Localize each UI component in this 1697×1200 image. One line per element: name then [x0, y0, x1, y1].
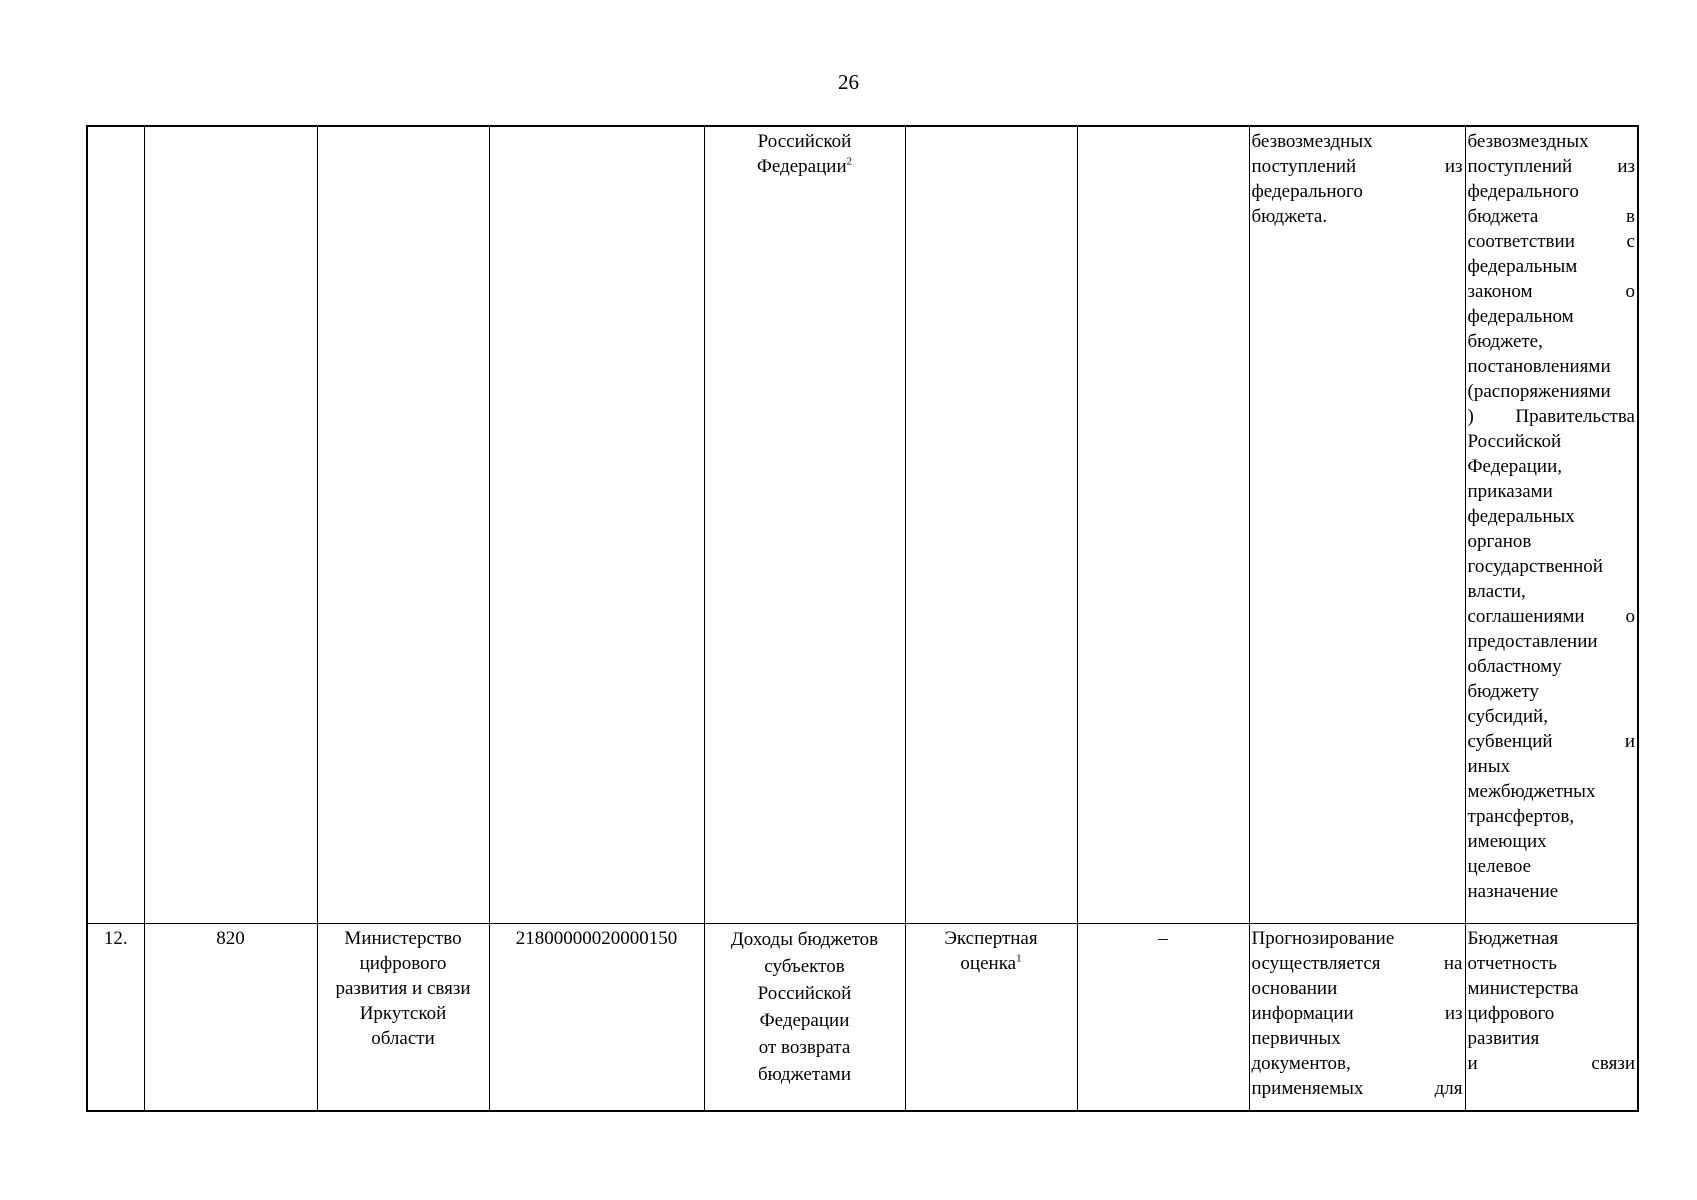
text-line: оценка$^1$ [960, 952, 1022, 974]
text-line: имеющих [1467, 831, 1547, 852]
cell-formula: – [1077, 924, 1249, 1112]
text-line: Федерации$^2$ [756, 155, 853, 177]
text-line: и связи [1467, 1053, 1635, 1074]
text-line: субъектов [764, 956, 845, 977]
text-line: федеральном [1467, 306, 1574, 327]
cell-method [905, 126, 1077, 924]
text-line: государственной [1467, 556, 1603, 577]
cell-kbk [489, 126, 704, 924]
text-line: основании [1251, 978, 1338, 999]
text-line: соглашениями о [1467, 606, 1635, 627]
text-line: бюджета. [1251, 206, 1328, 227]
cell-method [905, 924, 1077, 1112]
text-line: Бюджетная [1467, 928, 1559, 949]
text-line: поступлений из [1251, 156, 1463, 177]
text-line: предоставлении [1467, 631, 1598, 652]
text-line: развития и связи [335, 978, 471, 999]
text-line: целевое [1467, 856, 1532, 877]
cell-admin-code: 820 [144, 924, 317, 1112]
text-line: бюджета в [1467, 206, 1635, 227]
text-line: соответствии с [1467, 231, 1635, 252]
cell-income-name [704, 126, 905, 924]
text-line: цифрового [1467, 1003, 1555, 1024]
lines [707, 926, 903, 1088]
text-line: назначение [1467, 881, 1559, 902]
cell-algorithm [1249, 924, 1465, 1112]
table-row [87, 126, 1638, 924]
text-line: Министерство [344, 928, 462, 949]
cell-administrator [317, 924, 489, 1112]
text-line: субвенций и [1467, 731, 1635, 752]
text-line: федерального [1467, 181, 1579, 202]
page-number: 26 [838, 70, 859, 94]
cell-algorithm [1249, 126, 1465, 924]
cell-admin-code [144, 126, 317, 924]
cell-source [1465, 924, 1638, 1112]
text-line: федеральным [1467, 256, 1578, 277]
text-line: отчетность [1467, 953, 1557, 974]
text-line: поступлений из [1467, 156, 1635, 177]
income-forecast-table [86, 125, 1639, 1112]
text-line: цифрового [359, 953, 447, 974]
text-line: области [371, 1028, 435, 1049]
text-line: ) Правительства [1467, 406, 1635, 427]
text-line: органов [1467, 531, 1532, 552]
text-line: документов, [1251, 1053, 1351, 1074]
cell-kbk: 21800000020000150 [489, 924, 704, 1112]
cell-administrator [317, 126, 489, 924]
text-line: первичных [1251, 1028, 1341, 1049]
text-line: развития [1467, 1028, 1540, 1049]
cell-source [1465, 126, 1638, 924]
text-line: применяемых для [1251, 1078, 1463, 1099]
text-line: Иркутской [359, 1003, 447, 1024]
text-line: иных [1467, 756, 1511, 777]
text-line: Федерации [759, 1010, 850, 1031]
jlines [1468, 926, 1636, 1076]
cell-income-name [704, 924, 905, 1112]
text-line: областному [1467, 656, 1562, 677]
text-line: Российской [757, 131, 852, 152]
jlines [1252, 926, 1463, 1101]
text-line: безвозмездных [1251, 131, 1373, 152]
text-line: Прогнозирование [1251, 928, 1395, 949]
text-line: безвозмездных [1467, 131, 1589, 152]
text-line: от возврата [758, 1037, 851, 1058]
footnote-marker: 1 [1016, 952, 1022, 965]
text-line: постановлениями [1467, 356, 1611, 377]
text-line: трансфертов, [1467, 806, 1575, 827]
text-line: Федерации, [1467, 456, 1562, 477]
text-line: Российской [757, 983, 852, 1004]
table-row [87, 924, 1638, 1112]
text-line: приказами [1467, 481, 1553, 502]
cell-number: 12. [87, 924, 144, 1112]
text-line: осуществляется на [1251, 953, 1463, 974]
text-line: бюджете, [1467, 331, 1543, 352]
lines [320, 926, 487, 1051]
text-line: (распоряжениями [1467, 381, 1611, 402]
text-line: Экспертная [944, 928, 1038, 949]
text-line: Российской [1467, 431, 1562, 452]
jlines [1468, 129, 1636, 904]
text-line: министерства [1467, 978, 1579, 999]
jlines [1252, 129, 1463, 229]
text-line: федерального [1251, 181, 1363, 202]
text-line: бюджетами [757, 1064, 852, 1085]
lines [908, 926, 1075, 976]
text-line: Доходы бюджетов [730, 929, 879, 950]
text-line: законом о [1467, 281, 1635, 302]
lines [707, 129, 903, 179]
footnote-marker: 2 [846, 155, 853, 168]
cell-formula [1077, 126, 1249, 924]
text-line: федеральных [1467, 506, 1575, 527]
cell-number [87, 126, 144, 924]
text-line: субсидий, [1467, 706, 1548, 727]
text-line: власти, [1467, 581, 1526, 602]
text-line: межбюджетных [1467, 781, 1596, 802]
text-line: информации из [1251, 1003, 1463, 1024]
text-line: бюджету [1467, 681, 1539, 702]
